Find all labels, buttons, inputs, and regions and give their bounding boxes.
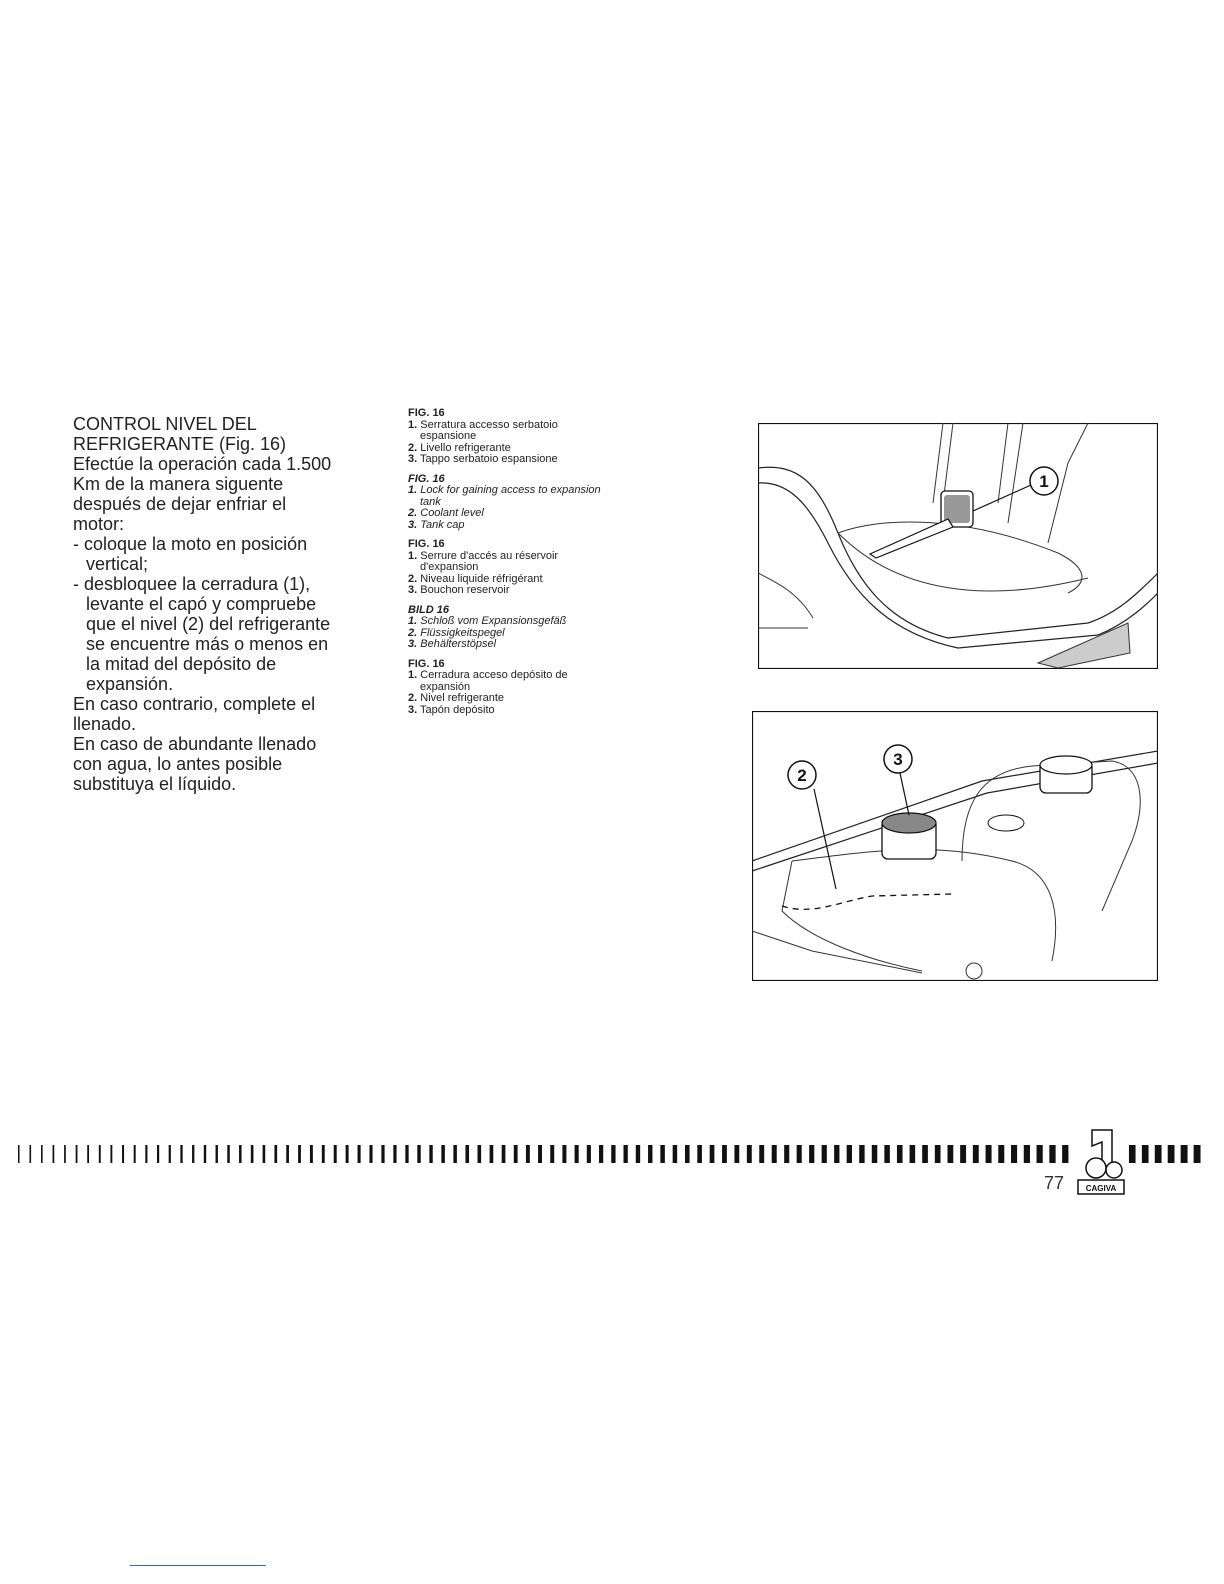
tick-mark: [947, 1145, 953, 1163]
tick-mark: [157, 1145, 159, 1163]
caption-item: 3. Behälterstöpsel: [408, 638, 497, 650]
tick-mark: [1049, 1145, 1055, 1163]
tick-mark: [526, 1145, 530, 1163]
tick-mark: [239, 1145, 242, 1163]
tick-mark: [453, 1145, 457, 1163]
tick-mark: [346, 1145, 349, 1163]
tick-mark: [538, 1145, 542, 1163]
tick-mark: [648, 1145, 652, 1163]
body-line: después de dejar enfriar el: [73, 494, 287, 514]
tick-mark: [180, 1145, 182, 1163]
tick-mark: [1011, 1145, 1017, 1163]
main-text: [73, 414, 353, 794]
tick-mark: [1062, 1145, 1068, 1163]
tick-mark: [872, 1145, 878, 1163]
tick-mark: [18, 1145, 20, 1163]
tick-mark: [599, 1145, 603, 1163]
tick-mark: [405, 1145, 408, 1163]
tick-mark: [822, 1145, 827, 1163]
step-line: la mitad del depósito de: [86, 654, 277, 674]
tick-mark: [897, 1145, 903, 1163]
body-line: substituya el líquido.: [73, 774, 237, 794]
tick-mark: [910, 1145, 916, 1163]
figure-lock-illustration: [758, 423, 1158, 669]
tick-mark: [710, 1145, 715, 1163]
tick-mark: [274, 1145, 277, 1163]
tick-mark: [87, 1145, 89, 1163]
tick-mark: [747, 1145, 752, 1163]
tick-mark: [514, 1145, 518, 1163]
body-line: con agua, lo antes posible: [73, 754, 283, 774]
tick-mark: [53, 1145, 55, 1163]
tick-mark: [809, 1145, 814, 1163]
tick-mark: [935, 1145, 941, 1163]
caption-item: 2. Livello refrigerante: [408, 441, 511, 454]
caption-english: [408, 474, 608, 532]
tick-mark: [502, 1145, 506, 1163]
step-line: expansión.: [86, 674, 174, 694]
body-line: llenado.: [73, 714, 137, 734]
tick-mark: [587, 1145, 591, 1163]
figure-captions: [408, 408, 608, 724]
tick-mark: [145, 1145, 147, 1163]
heading-line: REFRIGERANTE (Fig. 16): [73, 434, 287, 454]
tick-mark: [973, 1145, 979, 1163]
callout-3: [884, 745, 912, 773]
tick-mark: [441, 1145, 445, 1163]
tick-mark: [685, 1145, 690, 1163]
tick-mark: [660, 1145, 665, 1163]
tick-mark: [884, 1145, 890, 1163]
tick-mark: [381, 1145, 384, 1163]
tick-mark: [322, 1145, 325, 1163]
tick-mark: [30, 1145, 32, 1163]
caption-title: BILD 16: [408, 603, 449, 616]
tick-mark: [286, 1145, 289, 1163]
tick-mark: [575, 1145, 579, 1163]
caption-item: 2. Flüssigkeitspegel: [408, 626, 505, 639]
tick-mark: [263, 1145, 266, 1163]
tick-mark: [465, 1145, 469, 1163]
page-number: 77: [1044, 1173, 1065, 1193]
tick-mark: [64, 1145, 66, 1163]
caption-title: FIG. 16: [408, 472, 445, 485]
tick-mark: [110, 1145, 112, 1163]
tick-mark: [334, 1145, 337, 1163]
tick-mark: [624, 1145, 628, 1163]
body-line: Efectúe la operación cada 1.500: [73, 454, 332, 474]
tick-mark: [1194, 1145, 1201, 1163]
tick-mark: [310, 1145, 313, 1163]
tick-mark: [192, 1145, 194, 1163]
tick-mark: [797, 1145, 802, 1163]
caption-item: 2. Coolant level: [408, 507, 484, 519]
tick-mark: [417, 1145, 420, 1163]
body-line: En caso de abundante llenado: [73, 734, 317, 754]
heading-line: CONTROL NIVEL DEL: [73, 414, 257, 434]
tick-mark: [772, 1145, 777, 1163]
tick-mark: [960, 1145, 966, 1163]
caption-german: [408, 605, 608, 651]
body-line: motor:: [73, 514, 125, 534]
caption-item: 3. Tapón depósito: [408, 703, 495, 716]
tick-mark: [1181, 1145, 1188, 1163]
tick-mark: [227, 1145, 230, 1163]
step-line: vertical;: [86, 554, 149, 574]
figure-tank-illustration: [752, 711, 1158, 981]
caption-item: 1. Schloß vom Expansionsgefäß: [408, 615, 567, 627]
body-line: Km de la manera siguente: [73, 474, 284, 494]
caption-title: FIG. 16: [408, 538, 445, 550]
svg-text:CAGIVA: CAGIVA: [1085, 1184, 1117, 1193]
svg-text:1: 1: [1039, 472, 1049, 491]
caption-french: [408, 539, 608, 597]
svg-text:3: 3: [893, 750, 903, 769]
tick-mark: [998, 1145, 1004, 1163]
tick-mark: [1129, 1145, 1136, 1163]
caption-title: FIG. 16: [408, 407, 445, 419]
tick-mark: [636, 1145, 640, 1163]
tick-mark: [76, 1145, 78, 1163]
tank-cap: [882, 813, 936, 859]
tick-mark: [1024, 1145, 1030, 1163]
tick-mark: [393, 1145, 396, 1163]
tick-mark: [834, 1145, 839, 1163]
tick-mark: [369, 1145, 372, 1163]
tick-mark: [922, 1145, 928, 1163]
callout-1: [1030, 467, 1058, 495]
tick-mark: [169, 1145, 171, 1163]
caption-item: 3. Tank cap: [408, 518, 465, 531]
caption-item: 1. Lock for gaining access to expansion tank: [408, 484, 601, 508]
tick-mark: [784, 1145, 789, 1163]
tick-mark: [673, 1145, 678, 1163]
tick-mark: [134, 1145, 136, 1163]
step-line: se encuentre más o menos en: [86, 634, 329, 654]
tick-mark: [204, 1145, 206, 1163]
caption-item: 1. Serratura accesso serbatoio espansione: [408, 418, 558, 442]
tick-mark: [1037, 1145, 1043, 1163]
svg-text:2: 2: [797, 766, 807, 785]
tick-mark: [358, 1145, 361, 1163]
decorative-tick-bar: [16, 1143, 1211, 1165]
tick-mark: [251, 1145, 254, 1163]
step-line: - desbloquee la cerradura (1),: [73, 574, 311, 594]
tick-mark: [1142, 1145, 1149, 1163]
tick-mark: [986, 1145, 992, 1163]
tick-mark: [1155, 1145, 1162, 1163]
tick-mark: [1168, 1145, 1175, 1163]
tick-mark: [759, 1145, 764, 1163]
tick-mark: [722, 1145, 727, 1163]
tick-mark: [697, 1145, 702, 1163]
caption-spanish: [408, 659, 608, 717]
step-line: - coloque la moto en posición: [73, 534, 308, 554]
tick-mark: [298, 1145, 301, 1163]
divider-line: [130, 1565, 266, 1566]
tick-mark: [216, 1145, 218, 1163]
step-line: que el nivel (2) del refrigerante: [86, 614, 331, 634]
tick-mark: [550, 1145, 554, 1163]
cagiva-logo: [1070, 1128, 1128, 1196]
step-line: levante el capó y compruebe: [86, 594, 317, 614]
tick-mark: [429, 1145, 432, 1163]
tick-mark: [859, 1145, 864, 1163]
tick-mark: [490, 1145, 494, 1163]
caption-item: 3. Bouchon reservoir: [408, 584, 510, 596]
tick-mark: [99, 1145, 101, 1163]
tick-mark: [478, 1145, 482, 1163]
caption-item: 2. Nivel refrigerante: [408, 692, 505, 704]
caption-item: 3. Tappo serbatoio espansione: [408, 453, 558, 465]
callout-2: [788, 761, 816, 789]
tick-mark: [734, 1145, 739, 1163]
tick-mark: [847, 1145, 852, 1163]
tick-mark: [41, 1145, 43, 1163]
caption-italian: [408, 408, 608, 466]
tick-mark: [562, 1145, 566, 1163]
body-line: En caso contrario, complete el: [73, 694, 316, 714]
caption-item: 2. Niveau liquide réfrigérant: [408, 572, 543, 585]
tick-mark: [611, 1145, 615, 1163]
tick-mark: [122, 1145, 124, 1163]
caption-item: 1. Cerradura acceso depósito de expansión: [408, 669, 568, 693]
caption-title: FIG. 16: [408, 657, 445, 670]
caption-item: 1. Serrure d'accés au réservoir d'expansion: [408, 549, 559, 573]
